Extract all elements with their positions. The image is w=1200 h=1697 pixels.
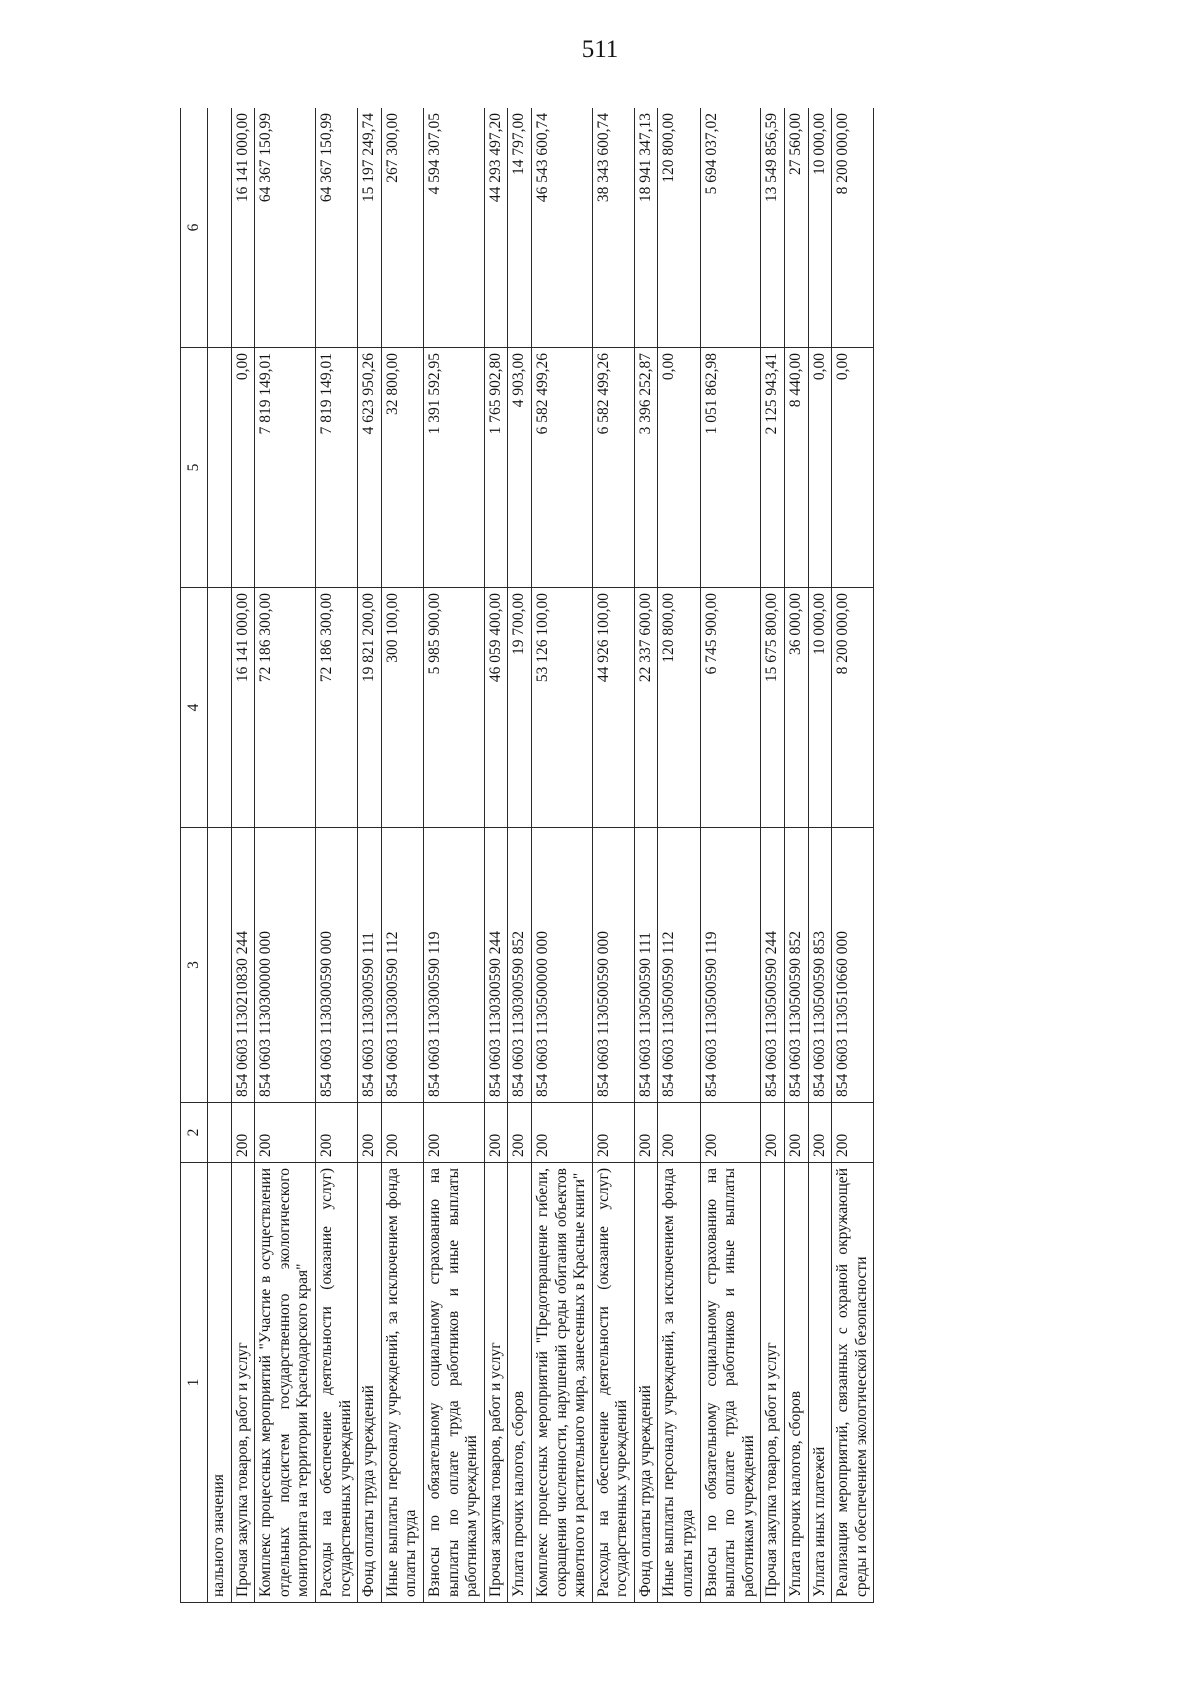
- table-row: [700, 108, 761, 1603]
- cell-name: Иные выплаты персоналу учреждений, за исключением фонда оплаты труда: [381, 1163, 423, 1603]
- cell-row-code: 200: [592, 1103, 634, 1163]
- cell-unexecuted: 27 560,00: [785, 108, 809, 348]
- table-row: [808, 108, 832, 1603]
- cell-unexecuted: 46 543 600,74: [531, 108, 592, 348]
- cell-name: Прочая закупка товаров, работ и услуг: [231, 1163, 255, 1603]
- rotated-table-container: [180, 108, 1080, 1603]
- cell-budget-code: 854 0603 1130510660 000: [832, 828, 874, 1103]
- cell-approved: 19 821 200,00: [358, 588, 382, 828]
- cell-approved: 46 059 400,00: [484, 588, 508, 828]
- cell-row-code: 200: [381, 1103, 423, 1163]
- cell-row-code: 200: [658, 1103, 700, 1163]
- cell-unexecuted: 64 367 150,99: [315, 108, 357, 348]
- cell-name: Фонд оплаты труда учреждений: [358, 1163, 382, 1603]
- cell-budget-code: 854 0603 1130500590 853: [808, 828, 832, 1103]
- cell-unexecuted: 10 000,00: [808, 108, 832, 348]
- cell-unexecuted: 16 141 000,00: [231, 108, 255, 348]
- cell-name: Комплекс процессных мероприятий "Предотвращение гибели, сокращения численности, нарушений среды обитания объектов животного и растительного мира, занесенных в Красные книги": [531, 1163, 592, 1603]
- cell-executed: 32 800,00: [381, 348, 423, 588]
- cell-budget-code: 854 0603 1130500000 000: [531, 828, 592, 1103]
- cell-budget-code: 854 0603 1130300590 111: [358, 828, 382, 1103]
- cell-row-code: [208, 1103, 232, 1163]
- cell-approved: 19 700,00: [508, 588, 532, 828]
- cell-executed: [208, 348, 232, 588]
- cell-executed: 4 623 950,26: [358, 348, 382, 588]
- cell-row-code: 200: [358, 1103, 382, 1163]
- table-body: [208, 108, 874, 1603]
- table-row: [531, 108, 592, 1603]
- cell-approved: 10 000,00: [808, 588, 832, 828]
- cell-budget-code: 854 0603 1130500590 244: [761, 828, 785, 1103]
- cell-unexecuted: 38 343 600,74: [592, 108, 634, 348]
- cell-unexecuted: 44 293 497,20: [484, 108, 508, 348]
- cell-row-code: 200: [531, 1103, 592, 1163]
- cell-budget-code: 854 0603 1130300590 000: [315, 828, 357, 1103]
- cell-budget-code: 854 0603 1130210830 244: [231, 828, 255, 1103]
- cell-approved: 36 000,00: [785, 588, 809, 828]
- table-row: [508, 108, 532, 1603]
- cell-approved: 53 126 100,00: [531, 588, 592, 828]
- cell-name: Фонд оплаты труда учреждений: [634, 1163, 658, 1603]
- cell-executed: 7 819 149,01: [255, 348, 316, 588]
- table-row: [785, 108, 809, 1603]
- cell-row-code: 200: [761, 1103, 785, 1163]
- cell-executed: 8 440,00: [785, 348, 809, 588]
- table-row: [381, 108, 423, 1603]
- cell-executed: 1 051 862,98: [700, 348, 761, 588]
- cell-executed: 0,00: [231, 348, 255, 588]
- cell-executed: 1 391 592,95: [423, 348, 484, 588]
- cell-unexecuted: 14 797,00: [508, 108, 532, 348]
- cell-name: Расходы на обеспечение деятельности (оказание услуг) государственных учреждений: [315, 1163, 357, 1603]
- cell-unexecuted: 64 367 150,99: [255, 108, 316, 348]
- cell-executed: 1 765 902,80: [484, 348, 508, 588]
- table-row: [484, 108, 508, 1603]
- header-col-3: 3: [181, 828, 208, 1103]
- cell-budget-code: 854 0603 1130300590 244: [484, 828, 508, 1103]
- header-col-1: 1: [181, 1163, 208, 1603]
- cell-budget-code: 854 0603 1130500590 000: [592, 828, 634, 1103]
- cell-unexecuted: 5 694 037,02: [700, 108, 761, 348]
- cell-name: Прочая закупка товаров, работ и услуг: [761, 1163, 785, 1603]
- cell-name: Иные выплаты персоналу учреждений, за исключением фонда оплаты труда: [658, 1163, 700, 1603]
- cell-executed: 4 903,00: [508, 348, 532, 588]
- table-frame: [180, 108, 1080, 1603]
- cell-executed: 0,00: [658, 348, 700, 588]
- cell-name: Комплекс процессных мероприятий "Участие в осуществлении отдельных подсистем государственного экологического мониторинга на территории Краснодарского края": [255, 1163, 316, 1603]
- cell-unexecuted: 120 800,00: [658, 108, 700, 348]
- cell-approved: 72 186 300,00: [255, 588, 316, 828]
- table-row: [255, 108, 316, 1603]
- header-col-4: 4: [181, 588, 208, 828]
- cell-name: Взносы по обязательному социальному страхованию на выплаты по оплате труда работников и иные выплаты работникам учреждений: [700, 1163, 761, 1603]
- header-row: [181, 108, 208, 1603]
- table-row: [658, 108, 700, 1603]
- cell-budget-code: 854 0603 1130300590 852: [508, 828, 532, 1103]
- cell-budget-code: 854 0603 1130500590 119: [700, 828, 761, 1103]
- cell-executed: 0,00: [808, 348, 832, 588]
- cell-budget-code: 854 0603 1130500590 112: [658, 828, 700, 1103]
- table-row: [634, 108, 658, 1603]
- cell-executed: 7 819 149,01: [315, 348, 357, 588]
- cell-name: Уплата иных платежей: [808, 1163, 832, 1603]
- cell-row-code: 200: [255, 1103, 316, 1163]
- table-row: [208, 108, 232, 1603]
- cell-budget-code: 854 0603 1130300590 119: [423, 828, 484, 1103]
- cell-row-code: 200: [423, 1103, 484, 1163]
- cell-unexecuted: 267 300,00: [381, 108, 423, 348]
- header-col-6: 6: [181, 108, 208, 348]
- cell-row-code: 200: [832, 1103, 874, 1163]
- cell-approved: [208, 588, 232, 828]
- cell-row-code: 200: [634, 1103, 658, 1163]
- header-col-5: 5: [181, 348, 208, 588]
- table-row: [761, 108, 785, 1603]
- budget-table: [180, 108, 874, 1603]
- cell-unexecuted: 15 197 249,74: [358, 108, 382, 348]
- cell-name: нального значения: [208, 1163, 232, 1603]
- cell-approved: 300 100,00: [381, 588, 423, 828]
- cell-approved: 16 141 000,00: [231, 588, 255, 828]
- page-number: 511: [581, 36, 619, 63]
- cell-budget-code: 854 0603 1130300590 112: [381, 828, 423, 1103]
- cell-executed: 3 396 252,87: [634, 348, 658, 588]
- cell-unexecuted: [208, 108, 232, 348]
- cell-row-code: 200: [700, 1103, 761, 1163]
- cell-unexecuted: 4 594 307,05: [423, 108, 484, 348]
- cell-approved: 72 186 300,00: [315, 588, 357, 828]
- table-row: [592, 108, 634, 1603]
- cell-budget-code: 854 0603 1130300000 000: [255, 828, 316, 1103]
- cell-name: Прочая закупка товаров, работ и услуг: [484, 1163, 508, 1603]
- cell-approved: 22 337 600,00: [634, 588, 658, 828]
- table-row: [315, 108, 357, 1603]
- cell-budget-code: 854 0603 1130500590 111: [634, 828, 658, 1103]
- cell-name: Уплата прочих налогов, сборов: [785, 1163, 809, 1603]
- cell-row-code: 200: [508, 1103, 532, 1163]
- cell-executed: 2 125 943,41: [761, 348, 785, 588]
- cell-name: Реализация мероприятий, связанных с охраной окружающей среды и обеспечением экологической безопасности: [832, 1163, 874, 1603]
- cell-row-code: 200: [484, 1103, 508, 1163]
- cell-executed: 6 582 499,26: [531, 348, 592, 588]
- cell-executed: 6 582 499,26: [592, 348, 634, 588]
- table-row: [358, 108, 382, 1603]
- cell-row-code: 200: [808, 1103, 832, 1163]
- cell-approved: 8 200 000,00: [832, 588, 874, 828]
- cell-approved: 6 745 900,00: [700, 588, 761, 828]
- cell-unexecuted: 13 549 856,59: [761, 108, 785, 348]
- cell-budget-code: [208, 828, 232, 1103]
- cell-approved: 120 800,00: [658, 588, 700, 828]
- cell-row-code: 200: [785, 1103, 809, 1163]
- table-row: [231, 108, 255, 1603]
- cell-row-code: 200: [231, 1103, 255, 1163]
- cell-approved: 5 985 900,00: [423, 588, 484, 828]
- cell-executed: 0,00: [832, 348, 874, 588]
- header-col-2: 2: [181, 1103, 208, 1163]
- cell-row-code: 200: [315, 1103, 357, 1163]
- cell-name: Взносы по обязательному социальному страхованию на выплаты по оплате труда работников и иные выплаты работникам учреждений: [423, 1163, 484, 1603]
- table-row: [832, 108, 874, 1603]
- cell-name: Уплата прочих налогов, сборов: [508, 1163, 532, 1603]
- cell-approved: 44 926 100,00: [592, 588, 634, 828]
- table-row: [423, 108, 484, 1603]
- cell-name: Расходы на обеспечение деятельности (оказание услуг) государственных учреждений: [592, 1163, 634, 1603]
- cell-unexecuted: 18 941 347,13: [634, 108, 658, 348]
- cell-budget-code: 854 0603 1130500590 852: [785, 828, 809, 1103]
- cell-approved: 15 675 800,00: [761, 588, 785, 828]
- cell-unexecuted: 8 200 000,00: [832, 108, 874, 348]
